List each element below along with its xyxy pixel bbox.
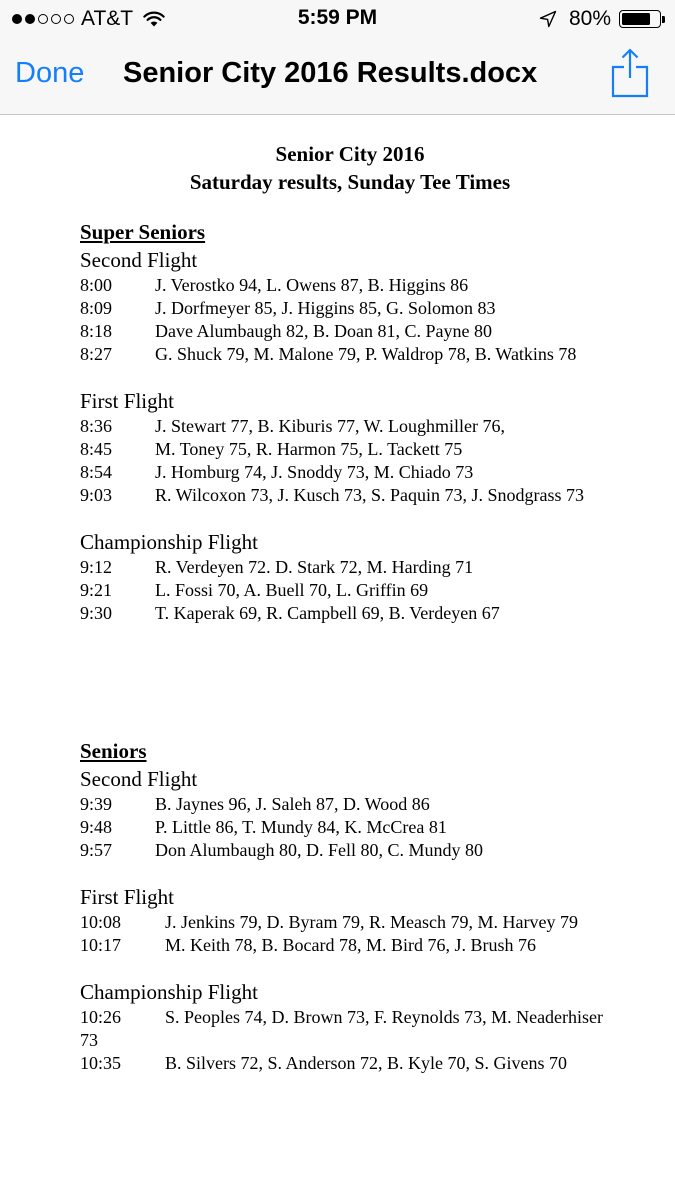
tee-time-row [80, 1052, 620, 1075]
tee-time-row [80, 579, 620, 602]
players: G. Shuck 79, M. Malone 79, P. Waldrop 78, B. Watkins 78 [155, 344, 577, 364]
status-time: 5:59 PM [297, 6, 378, 29]
tee-time: 9:21 [80, 580, 113, 600]
tee-time-row [80, 461, 620, 484]
tee-time: 9:48 [80, 817, 113, 837]
tee-time-row [80, 484, 620, 507]
tee-time-row [80, 934, 620, 957]
tee-time: 10:35 [80, 1053, 122, 1073]
tee-time-row [80, 438, 620, 461]
tee-time-row [80, 415, 620, 438]
battery-tip [662, 16, 665, 23]
tee-time: 9:30 [80, 603, 113, 623]
tee-time: 10:08 [80, 912, 122, 932]
tee-time: 9:39 [80, 794, 113, 814]
status-right [539, 7, 665, 31]
document-title: Senior City 2016 Results.docx [123, 57, 538, 89]
players: Dave Alumbaugh 82, B. Doan 81, C. Payne 80 [155, 321, 492, 341]
players: J. Jenkins 79, D. Byram 79, R. Measch 79, M. Harvey 79 [165, 912, 578, 932]
share-button[interactable] [610, 46, 650, 100]
players: M. Keith 78, B. Bocard 78, M. Bird 76, J. Brush 76 [165, 935, 536, 955]
players: J. Homburg 74, J. Snoddy 73, M. Chiado 73 [155, 462, 474, 482]
status-bar [0, 0, 675, 40]
players: J. Stewart 77, B. Kiburis 77, W. Loughmiller 76, [155, 416, 505, 436]
players: L. Fossi 70, A. Buell 70, L. Griffin 69 [155, 580, 429, 600]
flight-title: Championship Flight [80, 980, 258, 1004]
tee-time-row [80, 343, 620, 366]
share-icon [610, 46, 650, 100]
section-title: Seniors [80, 739, 147, 763]
battery-percent: 80% [568, 7, 611, 30]
flight-title: First Flight [80, 885, 174, 909]
flight-title: First Flight [80, 389, 174, 413]
location-arrow-icon [539, 10, 557, 28]
tee-time-row [80, 320, 620, 343]
carrier-label: AT&T [81, 7, 134, 30]
players: B. Silvers 72, S. Anderson 72, B. Kyle 70, S. Givens 70 [165, 1053, 568, 1073]
players: M. Toney 75, R. Harmon 75, L. Tackett 75 [155, 439, 463, 459]
tee-time: 8:18 [80, 321, 113, 341]
doc-title-line2: Saturday results, Sunday Tee Times [189, 170, 511, 194]
tee-time: 9:03 [80, 485, 113, 505]
tee-time-row [80, 602, 620, 625]
players: J. Dorfmeyer 85, J. Higgins 85, G. Solomon 83 [155, 298, 496, 318]
flight-title: Second Flight [80, 767, 198, 791]
section-super-seniors [80, 218, 620, 625]
players: R. Verdeyen 72. D. Stark 72, M. Harding 71 [155, 557, 474, 577]
tee-time: 10:17 [80, 935, 122, 955]
players: R. Wilcoxon 73, J. Kusch 73, S. Paquin 73, J. Snodgrass 73 [155, 485, 584, 505]
doc-title-line1: Senior City 2016 [275, 142, 425, 166]
tee-time: 8:54 [80, 462, 113, 482]
players: B. Jaynes 96, J. Saleh 87, D. Wood 86 [155, 794, 430, 814]
flight-title: Second Flight [80, 248, 198, 272]
players: P. Little 86, T. Mundy 84, K. McCrea 81 [155, 817, 447, 837]
tee-time-row [80, 297, 620, 320]
tee-time-row [80, 911, 620, 934]
tee-time-row [80, 839, 620, 862]
tee-time: 8:09 [80, 298, 113, 318]
battery-icon [619, 10, 661, 28]
flight-title: Championship Flight [80, 530, 258, 554]
tee-time: 8:27 [80, 344, 113, 364]
tee-time: 8:45 [80, 439, 113, 459]
battery-fill [622, 13, 650, 25]
section-title: Super Seniors [80, 220, 206, 244]
tee-time: 9:12 [80, 557, 113, 577]
players: T. Kaperak 69, R. Campbell 69, B. Verdeyen 67 [155, 603, 500, 623]
tee-time-row [80, 793, 620, 816]
tee-time: 8:36 [80, 416, 113, 436]
tee-time: 8:00 [80, 275, 113, 295]
document-content [80, 140, 620, 1075]
players: J. Verostko 94, L. Owens 87, B. Higgins 86 [155, 275, 469, 295]
navigation-bar [0, 40, 675, 115]
players: S. Peoples 74, D. Brown 73, F. Reynolds 73, M. Neaderhiser 73 [80, 1007, 604, 1050]
tee-time: 9:57 [80, 840, 113, 860]
tee-time-row [80, 1006, 620, 1052]
section-seniors [80, 737, 620, 1075]
players: Don Alumbaugh 80, D. Fell 80, C. Mundy 80 [155, 840, 484, 860]
tee-time-row [80, 816, 620, 839]
done-button[interactable]: Done [15, 57, 85, 89]
tee-time: 10:26 [80, 1007, 122, 1027]
tee-time-row [80, 556, 620, 579]
tee-time-row [80, 274, 620, 297]
